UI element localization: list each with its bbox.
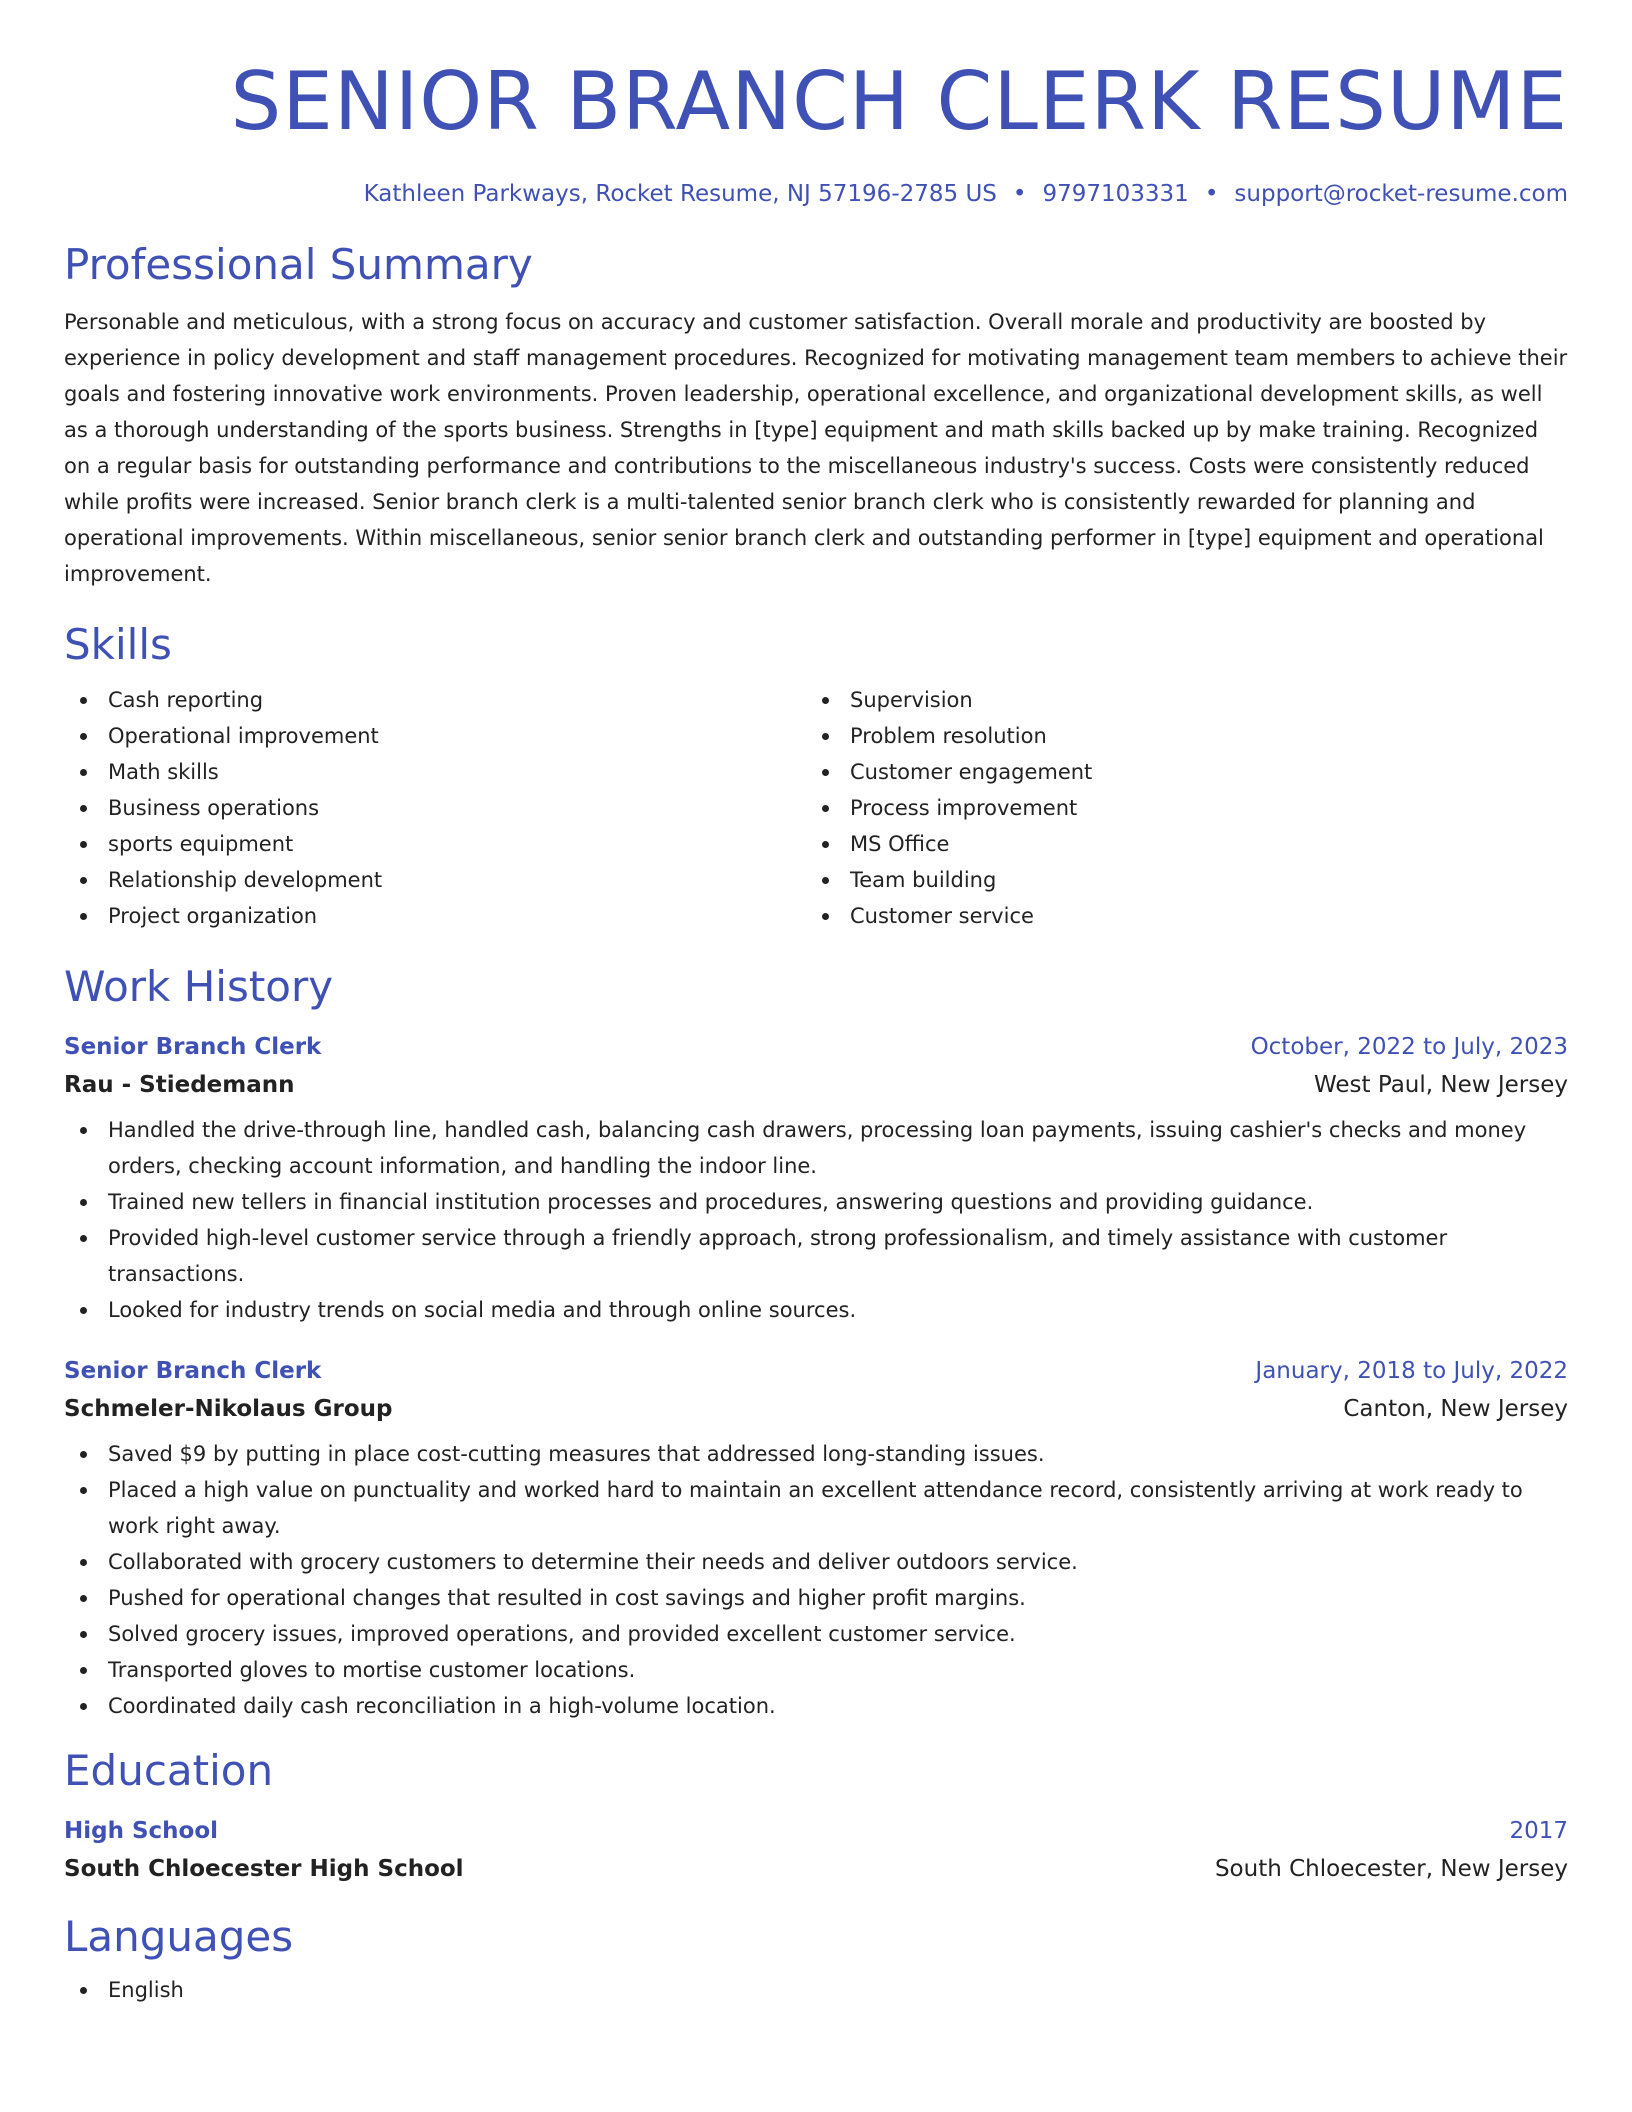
work-history-heading: Work History: [64, 962, 334, 1011]
skill-item: Supervision: [806, 682, 1548, 718]
job-employer: Rau - Stiedemann: [64, 1072, 295, 1098]
education-heading: Education: [64, 1746, 274, 1795]
skill-item: Problem resolution: [806, 718, 1548, 754]
job-title: Senior Branch Clerk: [64, 1034, 322, 1060]
contact-separator: •: [1012, 181, 1027, 207]
contact-address: Kathleen Parkways, Rocket Resume, NJ 57196-2785 US: [363, 181, 997, 207]
job-bullet: Collaborated with grocery customers to determine their needs and deliver outdoors service.: [64, 1544, 1568, 1580]
contact-email[interactable]: support@rocket-resume.com: [1234, 181, 1568, 207]
skill-item: Customer service: [806, 898, 1548, 934]
skill-item: Project organization: [64, 898, 806, 934]
skill-item: Cash reporting: [64, 682, 806, 718]
education-school: South Chloecester High School: [64, 1856, 464, 1882]
job-dates: January, 2018 to July, 2022: [1255, 1358, 1568, 1384]
skills-grid: [64, 682, 1568, 934]
skill-item: Operational improvement: [64, 718, 806, 754]
summary-heading: Professional Summary: [64, 240, 533, 289]
resume-page: [64, 0, 1568, 2008]
skill-item: Relationship development: [64, 862, 806, 898]
job-employer-row: [64, 1390, 1568, 1428]
job-location: West Paul, New Jersey: [1314, 1072, 1568, 1098]
skill-item: MS Office: [806, 826, 1548, 862]
job-bullet: Provided high-level customer service through a friendly approach, strong professionalism, and timely assistance with customer transactions.: [64, 1220, 1568, 1292]
contact-line: [64, 178, 1568, 210]
skill-item: Team building: [806, 862, 1548, 898]
contact-separator: •: [1204, 181, 1219, 207]
job-title-row: [64, 1352, 1568, 1390]
skills-heading: Skills: [64, 620, 172, 669]
skill-item: sports equipment: [64, 826, 806, 862]
job-entry: [64, 1352, 1568, 1724]
education-degree-row: [64, 1812, 1568, 1850]
skill-item: Math skills: [64, 754, 806, 790]
education-school-row: [64, 1850, 1568, 1888]
resume-title: SENIOR BRANCH CLERK RESUME: [230, 55, 1568, 148]
job-employer-row: [64, 1066, 1568, 1104]
job-bullet: Saved $9 by putting in place cost-cutting measures that addressed long-standing issues.: [64, 1436, 1568, 1472]
job-bullet: Handled the drive-through line, handled cash, balancing cash drawers, processing loan payments, issuing cashier's checks and money orders, checking account information, and handling the indoor line.: [64, 1112, 1568, 1184]
languages-heading: Languages: [64, 1912, 294, 1961]
job-title-row: [64, 1028, 1568, 1066]
job-dates: October, 2022 to July, 2023: [1250, 1034, 1568, 1060]
job-entry: [64, 1028, 1568, 1328]
job-location: Canton, New Jersey: [1343, 1396, 1568, 1422]
education-year: 2017: [1509, 1818, 1568, 1844]
education-entry: [64, 1812, 1568, 1888]
job-bullet: Pushed for operational changes that resulted in cost savings and higher profit margins.: [64, 1580, 1568, 1616]
skills-column-right: [806, 682, 1548, 934]
skill-item: Customer engagement: [806, 754, 1548, 790]
contact-phone: 9797103331: [1042, 181, 1189, 207]
job-bullet: Placed a high value on punctuality and worked hard to maintain an excellent attendance record, consistently arriving at work ready to work right away.: [64, 1472, 1568, 1544]
job-bullet: Solved grocery issues, improved operations, and provided excellent customer service.: [64, 1616, 1568, 1652]
job-bullet: Transported gloves to mortise customer locations.: [64, 1652, 1568, 1688]
language-item: English: [64, 1972, 1568, 2008]
job-employer: Schmeler-Nikolaus Group: [64, 1396, 393, 1422]
skills-column-left: [64, 682, 806, 934]
education-location: South Chloecester, New Jersey: [1214, 1856, 1568, 1882]
job-bullet: Trained new tellers in financial institution processes and procedures, answering questions and providing guidance.: [64, 1184, 1568, 1220]
job-bullets: [64, 1112, 1568, 1328]
job-bullets: [64, 1436, 1568, 1724]
summary-text: Personable and meticulous, with a strong focus on accuracy and customer satisfaction. Overall morale and productivity are boosted by experience in policy development and staff management procedures. Recognized for motivating management team members to achieve their goals and fostering innovative work environments. Proven leadership, operational excellence, and organizational development skills, as well as a thorough understanding of the sports business. Strengths in [type] equipment and math skills backed up by make training. Recognized on a regular basis for outstanding performance and contributions to the miscellaneous industry's success. Costs were consistently reduced while profits were increased. Senior branch clerk is a multi-talented senior branch clerk who is consistently rewarded for planning and operational improvements. Within miscellaneous, senior senior branch clerk and outstanding performer in [type] equipment and operational improvement.: [64, 310, 1568, 586]
languages-list: [64, 1972, 1568, 2008]
skill-item: Business operations: [64, 790, 806, 826]
education-degree: High School: [64, 1818, 219, 1844]
job-bullet: Looked for industry trends on social media and through online sources.: [64, 1292, 1568, 1328]
skill-item: Process improvement: [806, 790, 1548, 826]
job-bullet: Coordinated daily cash reconciliation in a high-volume location.: [64, 1688, 1568, 1724]
job-title: Senior Branch Clerk: [64, 1358, 322, 1384]
